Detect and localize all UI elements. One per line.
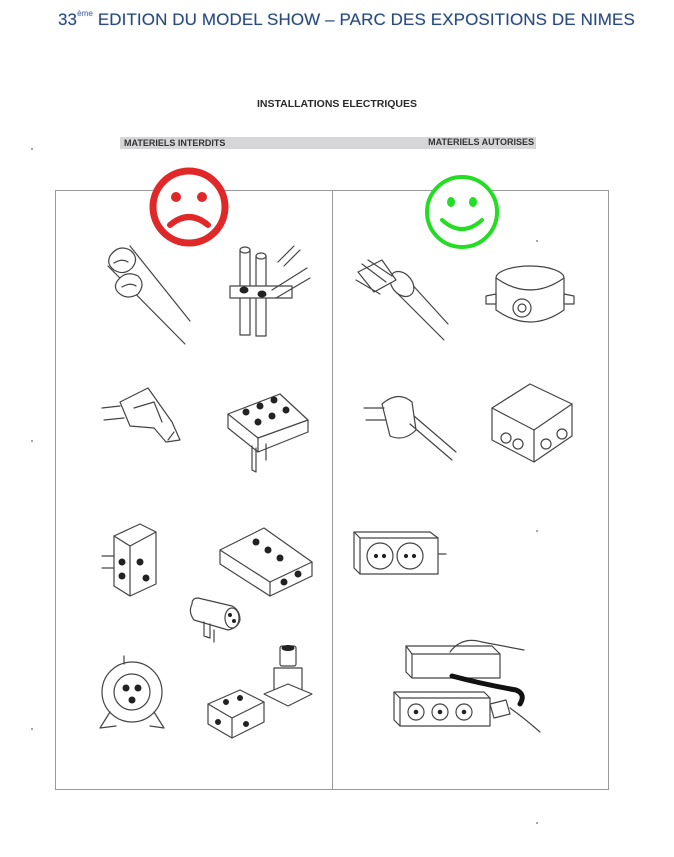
cable-reel-icon	[94, 652, 174, 738]
pipe-junction-icon	[222, 238, 317, 343]
sheathed-cable-icon	[352, 254, 450, 346]
multi-socket-block-icon	[214, 524, 318, 600]
square-junction-box-icon	[486, 378, 578, 470]
terminal-block-icon	[204, 684, 268, 744]
scan-speck	[536, 240, 538, 242]
scan-speck	[536, 530, 538, 532]
scan-speck	[31, 148, 33, 150]
lamp-socket-icon	[262, 640, 314, 710]
twisted-wires-icon	[100, 236, 195, 351]
happy-face-icon	[422, 174, 502, 250]
power-strip-2-icon	[352, 528, 448, 580]
forbidden-label: MATERIELS INTERDITS	[124, 138, 226, 148]
category-band	[120, 137, 536, 149]
edition-suffix: ème	[77, 9, 93, 18]
scan-speck	[31, 440, 33, 442]
header-title-text: EDITION DU MODEL SHOW – PARC DES EXPOSITIONS DE NIMES	[97, 10, 635, 29]
edition-number: 33	[58, 10, 78, 29]
dominos-terminal-icon	[222, 386, 314, 476]
plug-adapter-icon	[184, 594, 246, 646]
triple-adapter-icon	[100, 522, 170, 600]
connected-power-strip-icon	[392, 634, 542, 740]
section-title: INSTALLATIONS ELECTRIQUES	[256, 98, 418, 110]
scan-speck	[536, 822, 538, 824]
document-header	[58, 9, 635, 30]
plug-icon	[360, 386, 458, 466]
allowed-label: MATERIELS AUTORISES	[428, 137, 534, 147]
broken-plug-icon	[96, 382, 186, 452]
sad-face-icon	[148, 167, 230, 247]
round-junction-box-icon	[484, 260, 576, 334]
column-divider	[332, 190, 333, 790]
scan-speck	[31, 728, 33, 730]
